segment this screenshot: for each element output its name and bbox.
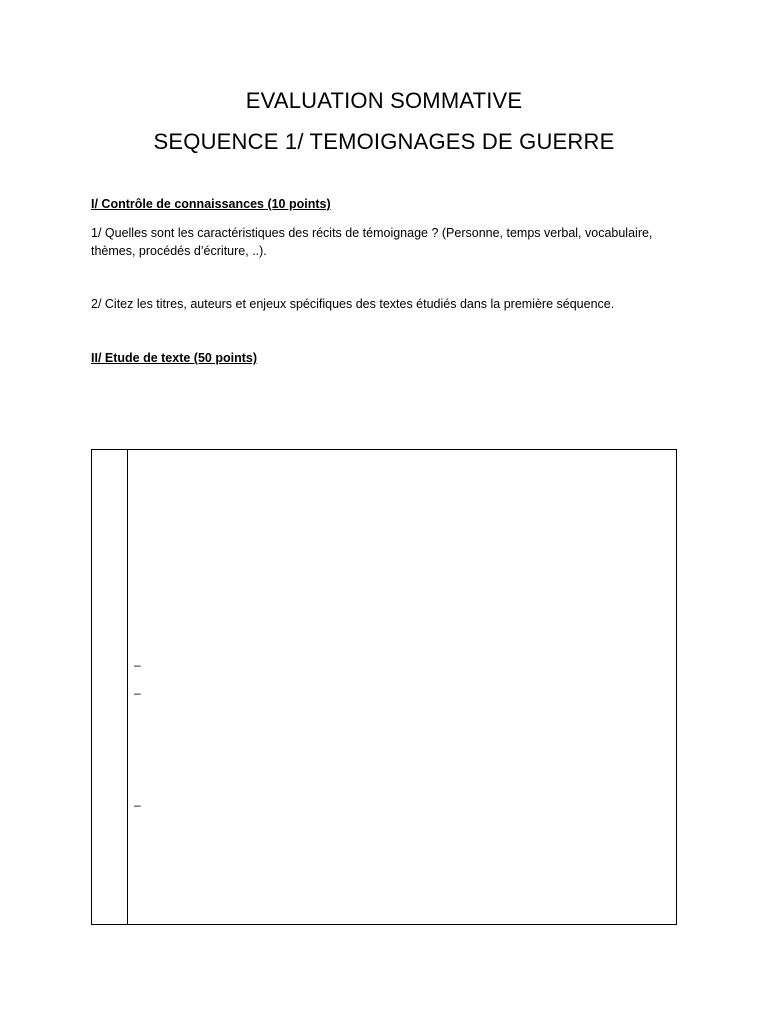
text-column (128, 450, 676, 924)
dialogue-dash: – (134, 658, 141, 672)
line-number-column (92, 450, 128, 924)
question-2: 2/ Citez les titres, auteurs et enjeux spécifiques des textes étudiés dans la première séquence. (91, 297, 615, 311)
question-1: 1/ Quelles sont les caractéristiques des récits de témoignage ? (Personne, temps verbal, vocabulaire, thèmes, procédés d’écriture, ..). (91, 226, 653, 258)
text-study-table (91, 449, 677, 925)
document-title: EVALUATION SOMMATIVE (245, 88, 523, 113)
dialogue-dash: – (134, 798, 141, 812)
dialogue-dash: – (134, 686, 141, 700)
section-heading-knowledge: I/ Contrôle de connaissances (10 points) (91, 197, 331, 211)
section-heading-text-study: II/ Etude de texte (50 points) (91, 351, 257, 365)
document-subtitle: SEQUENCE 1/ TEMOIGNAGES DE GUERRE (153, 129, 615, 154)
